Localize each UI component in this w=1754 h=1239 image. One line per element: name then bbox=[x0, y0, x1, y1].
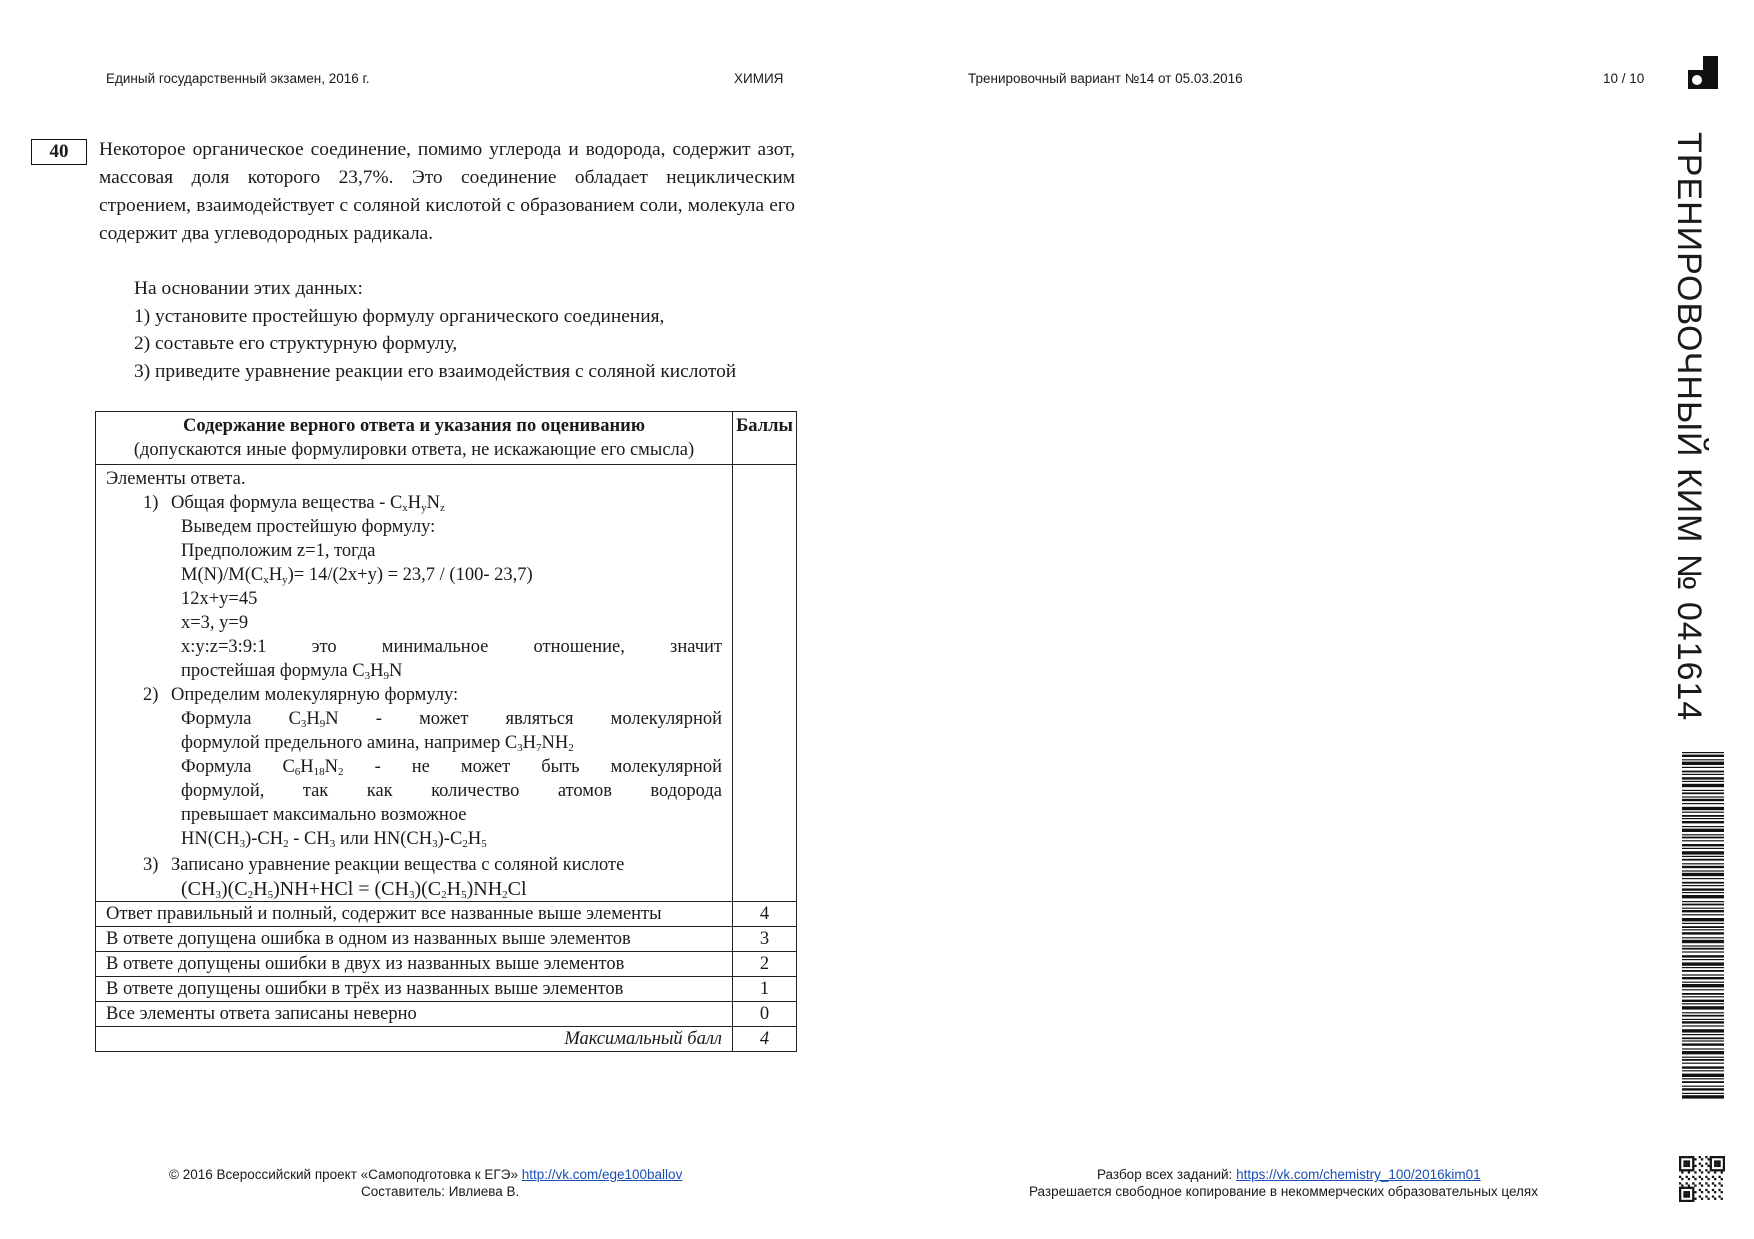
grading-table bbox=[95, 411, 797, 1052]
reaction-text: Записано уравнение реакции вещества с соляной кислоте bbox=[171, 855, 625, 875]
footer-analysis-label: Разбор всех заданий: bbox=[1097, 1167, 1237, 1182]
mass-ratio-equation: $M(N)/M(C_xH_y)= 14/(2x+y) = 23,7 / (100-$ 23,7) bbox=[181, 565, 533, 586]
points-cell: 0 bbox=[733, 1002, 797, 1027]
points-cell: 2 bbox=[733, 952, 797, 977]
solution-row bbox=[96, 465, 797, 902]
step-number: 3) bbox=[143, 855, 159, 875]
task-instructions bbox=[134, 275, 736, 385]
max-score-label: Максимальный балл bbox=[96, 1027, 733, 1052]
table-row bbox=[96, 977, 797, 1002]
footer-analysis-link[interactable]: https://vk.com/chemistry_100/2016kim01 bbox=[1236, 1167, 1481, 1182]
qr-code-icon bbox=[1679, 1156, 1725, 1202]
ratio-line: x:y:z=3:9:1 это минимальное отношение, значит bbox=[181, 637, 722, 657]
criterion-cell: Ответ правильный и полный, содержит все названные выше элементы bbox=[96, 902, 733, 927]
formula-2-line: Формула $C_6H_{18}N_2$ - не может быть молекулярной bbox=[181, 757, 722, 778]
criterion-cell: В ответе допущены ошибки в двух из названных выше элементов bbox=[96, 952, 733, 977]
header-exam-title: Единый государственный экзамен, 2016 г. bbox=[106, 71, 370, 86]
footer-copyright: © 2016 Всероссийский проект «Самоподготовка к ЕГЭ» bbox=[169, 1167, 522, 1182]
table-row bbox=[96, 1002, 797, 1027]
task-number: 40 bbox=[31, 139, 87, 165]
formula-label: Формула bbox=[181, 757, 283, 777]
formula-2-line-3: превышает максимально возможное bbox=[181, 805, 467, 825]
footer-right-line bbox=[1097, 1167, 1481, 1182]
simplest-formula-line: простейшая формула $C_3H_9N$ bbox=[181, 661, 403, 682]
table-row bbox=[96, 927, 797, 952]
structural-formulas: $HN(CH_3)-CH_2 - CH_3$ или $HN(CH_3)-C_2H_5$ bbox=[181, 829, 487, 850]
step-number: 1) bbox=[143, 493, 159, 513]
header-criteria-cell bbox=[96, 412, 733, 465]
solution-cell bbox=[96, 465, 733, 902]
footer-left-line bbox=[169, 1167, 682, 1182]
footer-author: Составитель: Ивлиева В. bbox=[361, 1184, 520, 1199]
general-formula-label: Общая формула вещества - bbox=[171, 493, 390, 513]
table-row bbox=[96, 902, 797, 927]
header-variant: Тренировочный вариант №14 от 05.03.2016 bbox=[968, 71, 1243, 86]
task-text: Некоторое органическое соединение, помимо углерода и водорода, содержит азот, массовая доля которого 23,7%. Это соединение обладает нециклическим строением, взаимодействует с соляной кислотой с образованием соли, молекула его содержит два углеводородных радикала. bbox=[99, 139, 795, 244]
points-cell: 3 bbox=[733, 927, 797, 952]
formula-label: Формула bbox=[181, 709, 289, 729]
max-score-value: 4 bbox=[733, 1027, 797, 1052]
criterion-cell: Все элементы ответа записаны неверно bbox=[96, 1002, 733, 1027]
task-item-1: 1) установите простейшую формулу органического соединения, bbox=[134, 305, 665, 327]
header-criteria-note: (допускаются иные формулировки ответа, не искажающие его смысла) bbox=[133, 440, 695, 460]
equation-tail: = 14/(2x+y) = 23,7 / (100- 23,7) bbox=[293, 565, 533, 585]
formula-2-tail: - не может быть молекулярной bbox=[343, 757, 722, 777]
task-item-2: 2) составьте его структурную формулу, bbox=[134, 333, 458, 354]
criterion-cell: В ответе допущены ошибки в трёх из названных выше элементов bbox=[96, 977, 733, 1002]
simplest-label: простейшая формула bbox=[181, 661, 353, 681]
footer-copy-note: Разрешается свободное копирование в некоммерческих образовательных целях bbox=[1029, 1184, 1538, 1199]
solution-points-cell bbox=[733, 465, 797, 902]
table-header-row bbox=[96, 412, 797, 465]
table-row bbox=[96, 952, 797, 977]
general-formula: $C_xH_yN_z$ bbox=[389, 493, 445, 514]
max-score-row bbox=[96, 1027, 797, 1052]
header-points: Баллы bbox=[733, 412, 797, 465]
task-intro: На основании этих данных: bbox=[134, 278, 363, 299]
points-cell: 1 bbox=[733, 977, 797, 1002]
points-cell: 4 bbox=[733, 902, 797, 927]
criterion-cell: В ответе допущена ошибка в одном из названных выше элементов bbox=[96, 927, 733, 952]
formula-2-line-2: формулой, так как количество атомов водорода bbox=[181, 781, 722, 801]
task-item-3: 3) приведите уравнение реакции его взаимодействия с соляной кислотой bbox=[134, 360, 737, 382]
reaction-equation: $(CH_3)(C_2H_5)NH+HCl = (CH_3)(C_2H_5)NH_2Cl$ bbox=[181, 878, 527, 901]
or-text: или bbox=[335, 829, 374, 849]
elements-title: Элементы ответа. bbox=[106, 469, 246, 489]
assume-line: Предположим z=1, тогда bbox=[181, 541, 376, 561]
header-criteria-title: Содержание верного ответа и указания по оцениванию bbox=[183, 416, 645, 436]
corner-marker-icon bbox=[1688, 56, 1718, 89]
formula-1-tail: - может являться молекулярной bbox=[338, 709, 722, 729]
step-number: 2) bbox=[143, 685, 159, 705]
vertical-kim-title: ТРЕНИРОВОЧНЫЙ КИМ № 041614 bbox=[1670, 132, 1708, 722]
formula-1-cont: формулой предельного амина, например $C_3H_7NH_2$ bbox=[181, 733, 574, 754]
formula-1-cont-text: формулой предельного амина, например bbox=[181, 733, 505, 753]
formula-1-line: Формула $C_3H_9N$ - может являться молекулярной bbox=[181, 709, 722, 730]
header-page-number: 10 / 10 bbox=[1603, 71, 1645, 86]
derive-line: Выведем простейшую формулу: bbox=[181, 517, 436, 537]
header-subject: ХИМИЯ bbox=[734, 71, 784, 86]
equation-2: 12x+y=45 bbox=[181, 589, 258, 609]
equation-3: x=3, y=9 bbox=[181, 613, 249, 633]
molecular-title: Определим молекулярную формулу: bbox=[171, 685, 459, 705]
footer-project-link[interactable]: http://vk.com/ege100ballov bbox=[521, 1167, 683, 1182]
barcode-icon bbox=[1682, 752, 1724, 1100]
